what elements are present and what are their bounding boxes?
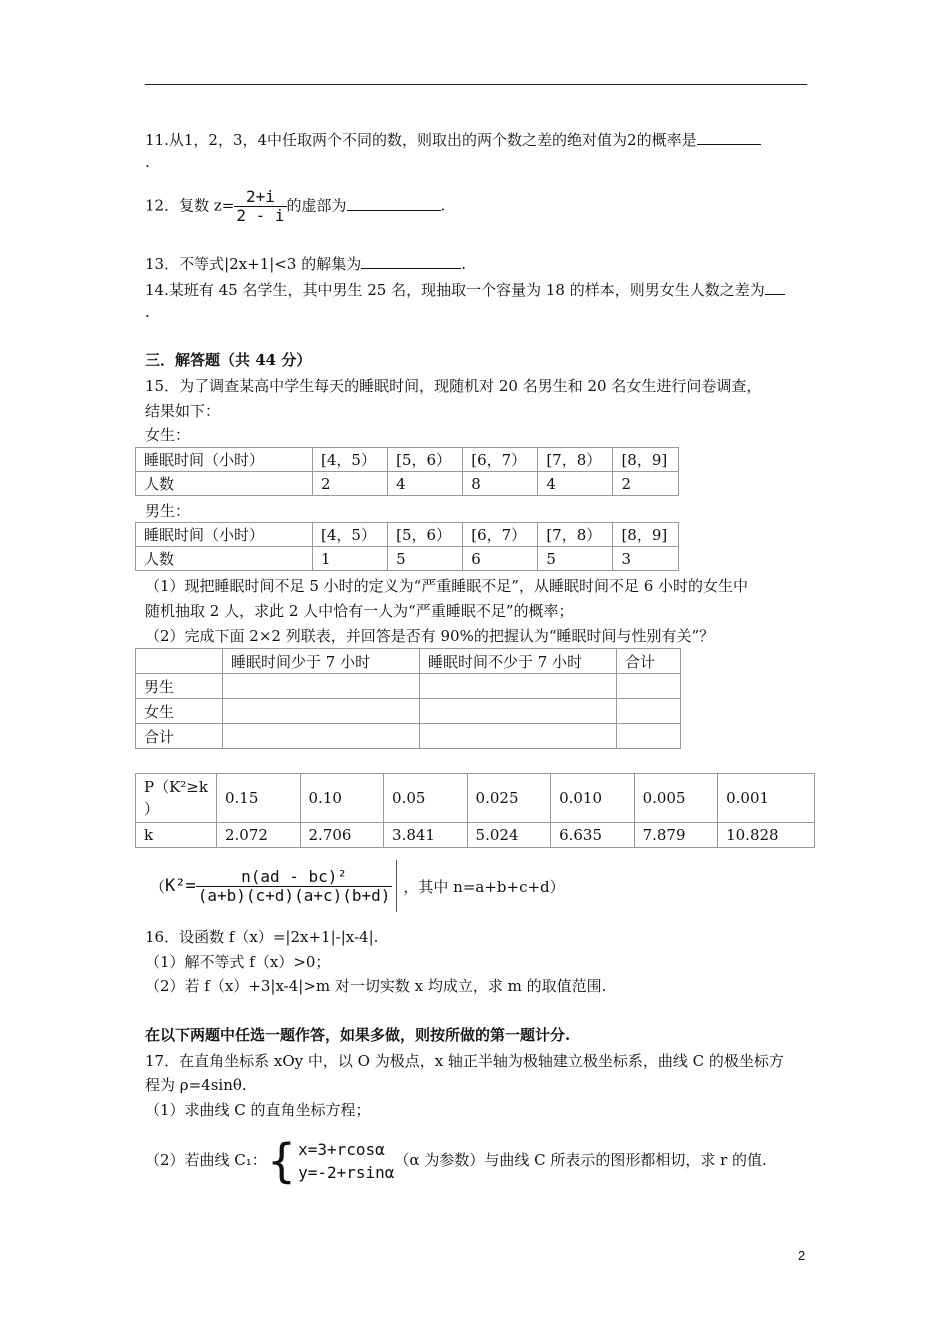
table-cell: [7，8）: [538, 523, 613, 547]
formula-note: ，其中 n=a+b+c+d）: [403, 877, 565, 896]
p-label-line2: ）: [144, 800, 160, 818]
table-row: [136, 649, 681, 674]
table-cell: 6: [463, 547, 538, 571]
question-15-line2: 结果如下：: [145, 402, 221, 420]
table-cell: 0.10: [300, 774, 384, 823]
table-cell: 0.001: [718, 774, 815, 823]
female-label: 女生：: [145, 426, 191, 444]
table-row: [136, 547, 679, 571]
table-cell: 女生: [136, 699, 223, 724]
question-14-tail: .: [145, 303, 150, 321]
formula-open: （: [150, 877, 166, 896]
table-cell: 8: [463, 472, 538, 496]
table-cell: [6，7）: [463, 523, 538, 547]
equation-x: x=3+rcosα: [298, 1140, 385, 1159]
question-13-text: 13．不等式|2x+1|<3 的解集为: [145, 255, 362, 273]
table-cell: 睡眠时间（小时）: [136, 448, 313, 472]
brace-icon: {: [266, 1134, 297, 1188]
question-11: [145, 128, 761, 150]
table-cell: [4，5）: [313, 448, 388, 472]
table-cell: 男生: [136, 674, 223, 699]
table-cell: 睡眠时间（小时）: [136, 523, 313, 547]
table-cell: 7.879: [634, 823, 718, 848]
complex-fraction: [234, 188, 286, 225]
table-row: [136, 823, 815, 848]
table-row: [136, 699, 681, 724]
parametric-equations: [298, 1138, 394, 1184]
question-12-suffix: 的虚部为: [286, 196, 347, 215]
table-cell: [8，9]: [613, 523, 679, 547]
question-17-part2-prefix: （2）若曲线 C₁：: [145, 1151, 267, 1169]
fraction-numerator: 2+i: [234, 188, 286, 207]
table-cell: 0.010: [551, 774, 635, 823]
table-cell: 4: [388, 472, 463, 496]
table-cell: 1: [313, 547, 388, 571]
table-cell: 2: [613, 472, 679, 496]
table-cell: 2.072: [217, 823, 301, 848]
table-cell: 合计: [617, 649, 681, 674]
table-cell: [4，5）: [313, 523, 388, 547]
question-12-tail: .: [440, 196, 446, 215]
critical-value-table: [135, 773, 815, 848]
table-cell: [5，6）: [388, 448, 463, 472]
formula-expression: [165, 860, 403, 912]
answer-blank: [361, 252, 461, 269]
fraction-numerator: n(ad - bc)²: [196, 868, 393, 887]
p-label-line1: P（K²≥k: [144, 778, 208, 796]
question-17-line1: 17．在直角坐标系 xOy 中，以 O 为极点，x 轴正半轴为极轴建立极坐标系，曲线 C 的极坐标方: [145, 1052, 784, 1070]
question-15-line1: 15．为了调查某高中学生每天的睡眠时间，现随机对 20 名男生和 20 名女生进行问卷调查，: [145, 377, 762, 395]
table-cell: 睡眠时间不少于 7 小时: [420, 649, 617, 674]
table-cell: [136, 774, 217, 823]
table-cell: [617, 674, 681, 699]
table-cell: [136, 649, 223, 674]
table-cell: 睡眠时间少于 7 小时: [223, 649, 420, 674]
question-14-text: 14.某班有 45 名学生，其中男生 25 名，现抽取一个容量为 18 的样本，则男女生人数之差为: [145, 281, 765, 299]
table-row: [136, 724, 681, 749]
table-cell: 3.841: [384, 823, 468, 848]
table-cell: 5.024: [467, 823, 551, 848]
formula-fraction: [196, 868, 393, 905]
question-13: [145, 252, 466, 274]
table-cell: [617, 724, 681, 749]
table-cell: 0.005: [634, 774, 718, 823]
question-11-text: 11.从1，2，3，4中任取两个不同的数，则取出的两个数之差的绝对值为2的概率是: [145, 131, 697, 149]
contingency-table: [135, 648, 681, 749]
formula-lhs: K²=: [165, 876, 196, 896]
table-cell: 5: [538, 547, 613, 571]
question-11-tail: .: [145, 153, 150, 171]
section-title: 三．解答题（共 44 分）: [145, 351, 312, 369]
table-row: [136, 472, 679, 496]
table-cell: 2: [313, 472, 388, 496]
table-cell: 2.706: [300, 823, 384, 848]
male-label: 男生：: [145, 502, 191, 520]
table-cell: [223, 724, 420, 749]
answer-blank: [765, 278, 785, 295]
chi-square-formula: [150, 860, 565, 912]
question-17-line2: 程为 ρ=4sinθ.: [145, 1076, 247, 1094]
table-cell: 0.05: [384, 774, 468, 823]
question-15-part2: （2）完成下面 2×2 列联表，并回答是否有 90%的把握认为“睡眠时间与性别有关”？: [145, 627, 715, 645]
formula-divider: [396, 860, 397, 912]
female-sleep-table: [135, 447, 679, 496]
question-17-line3: （1）求曲线 C 的直角坐标方程；: [145, 1101, 371, 1119]
male-sleep-table: [135, 522, 679, 571]
parametric-system: [266, 1134, 395, 1188]
answer-blank: [347, 194, 441, 211]
question-17-part2: [145, 1134, 767, 1186]
table-cell: 0.025: [467, 774, 551, 823]
question-16-line1: 16．设函数 f（x）=|2x+1|-|x-4|.: [145, 928, 379, 946]
table-cell: k: [136, 823, 217, 848]
table-cell: [420, 674, 617, 699]
question-12: [145, 188, 445, 225]
table-cell: [420, 699, 617, 724]
table-cell: 5: [388, 547, 463, 571]
table-cell: 人数: [136, 472, 313, 496]
question-15-part1-line2: 随机抽取 2 人，求此 2 人中恰有一人为“严重睡眠不足”的概率；: [145, 602, 574, 620]
question-14: [145, 278, 785, 300]
table-row: [136, 523, 679, 547]
choose-note: 在以下两题中任选一题作答，如果多做，则按所做的第一题计分.: [145, 1026, 571, 1044]
table-row: [136, 674, 681, 699]
table-cell: [223, 674, 420, 699]
table-cell: [5，6）: [388, 523, 463, 547]
table-cell: [617, 699, 681, 724]
table-cell: [8，9]: [613, 448, 679, 472]
table-cell: 10.828: [718, 823, 815, 848]
question-13-tail: .: [461, 255, 466, 273]
equation-y: y=-2+rsinα: [298, 1163, 395, 1182]
table-cell: 3: [613, 547, 679, 571]
table-cell: 0.15: [217, 774, 301, 823]
question-12-prefix: 12．复数 z=: [145, 196, 235, 215]
table-cell: [223, 699, 420, 724]
table-row: [136, 774, 815, 823]
question-16-line2: （1）解不等式 f（x）>0；: [145, 953, 331, 971]
fraction-denominator: (a+b)(c+d)(a+c)(b+d): [197, 885, 391, 905]
header-rule: [145, 84, 807, 85]
page-number: 2: [798, 1248, 806, 1263]
question-15-part1-line1: （1）现把睡眠时间不足 5 小时的定义为“严重睡眠不足”，从睡眠时间不足 6 小时的女生中: [145, 577, 749, 595]
table-cell: 6.635: [551, 823, 635, 848]
table-cell: [6，7）: [463, 448, 538, 472]
table-cell: 合计: [136, 724, 223, 749]
answer-blank: [697, 128, 761, 145]
table-cell: [7，8）: [538, 448, 613, 472]
question-16-line3: （2）若 f（x）+3|x-4|>m 对一切实数 x 均成立，求 m 的取值范围.: [145, 977, 607, 995]
table-row: [136, 448, 679, 472]
question-17-part2-suffix: （α 为参数）与曲线 C 所表示的图形都相切，求 r 的值.: [394, 1151, 767, 1169]
table-cell: [420, 724, 617, 749]
table-cell: 4: [538, 472, 613, 496]
fraction-denominator: 2 - i: [236, 206, 285, 225]
table-cell: 人数: [136, 547, 313, 571]
